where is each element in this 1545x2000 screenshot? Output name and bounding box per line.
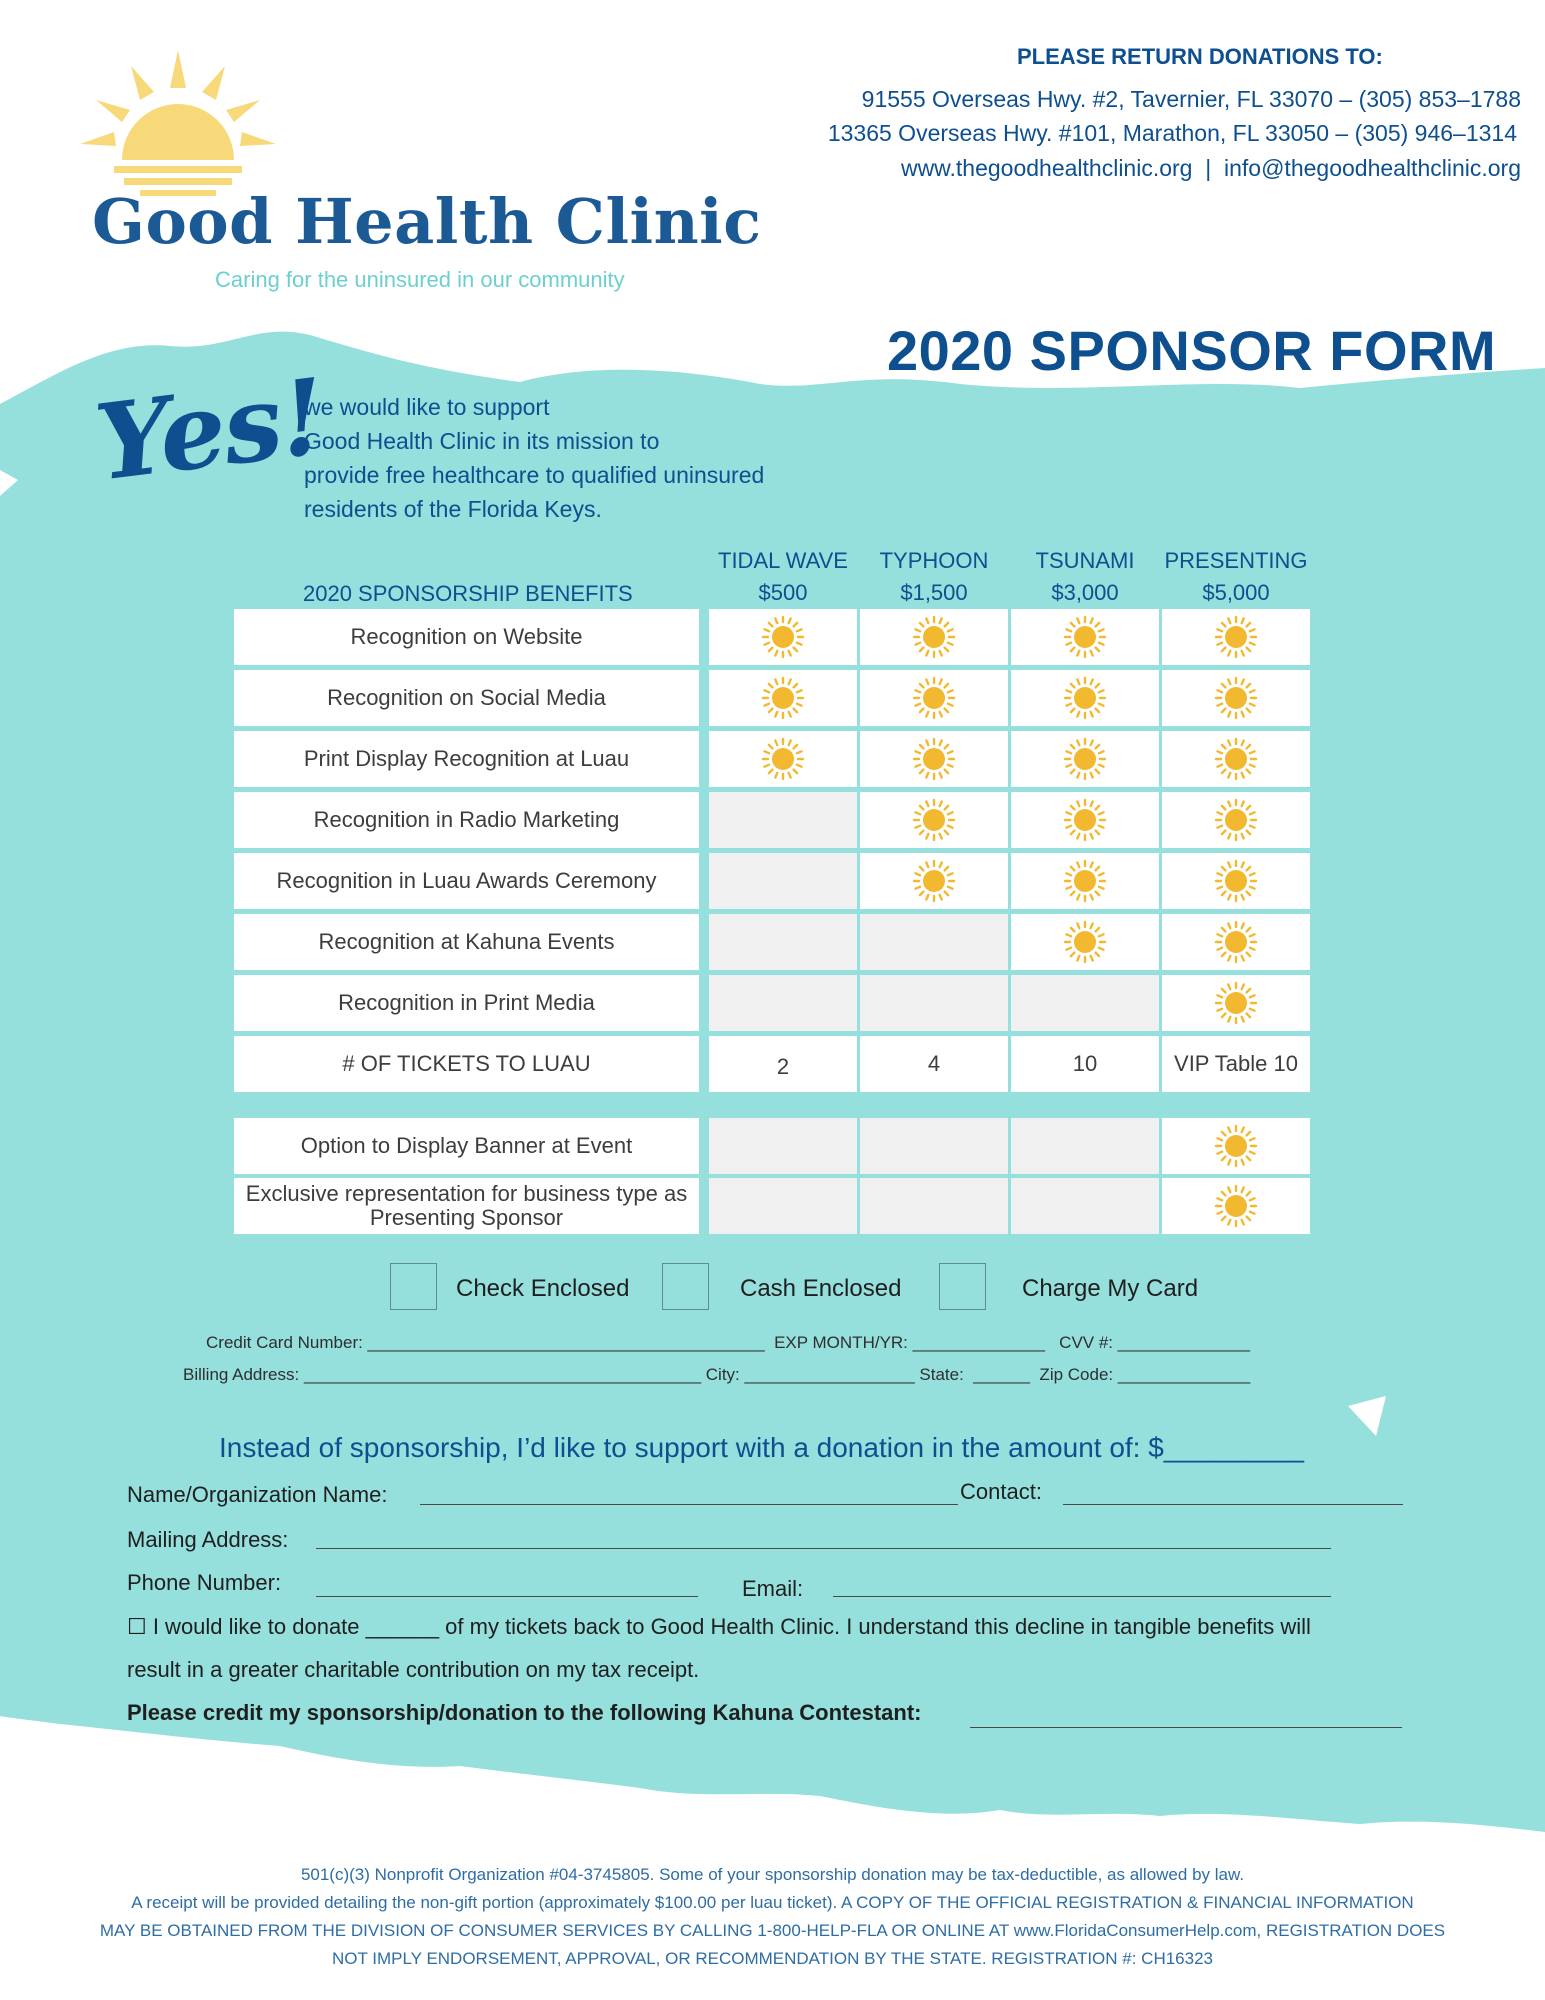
billing-address-line[interactable]: Billing Address: __________________________________________ City: __________________ State: ______ Zip Code: ______________ [183, 1365, 1251, 1384]
footer-line: 501(c)(3) Nonprofit Organization #04-3745805. Some of your sponsorship donation may be tax-deductible, as allowed by law. [300, 1865, 1245, 1884]
benefit-label: Option to Display Banner at Event [300, 1133, 633, 1158]
empty-cell [709, 792, 857, 848]
sun-check-cell [1162, 914, 1310, 970]
benefit-row-label [234, 1118, 699, 1174]
sun-icon [1063, 676, 1107, 720]
empty-cell [709, 975, 857, 1031]
sun-icon [1214, 981, 1258, 1025]
tickets-row-label [234, 1036, 699, 1092]
benefit-label: Recognition in Luau Awards Ceremony [276, 868, 657, 893]
sun-check-cell [1162, 731, 1310, 787]
name-org-field[interactable] [420, 1504, 958, 1505]
sun-icon [1063, 859, 1107, 903]
benefit-row-label [234, 670, 699, 726]
sun-icon [1214, 737, 1258, 781]
tier-price: $3,000 [1051, 580, 1119, 605]
cash-enclosed-checkbox[interactable] [662, 1263, 709, 1310]
sun-check-cell [1011, 914, 1159, 970]
address-marathon: 13365 Overseas Hwy. #101, Marathon, FL 33050 – (305) 946–1314 [827, 120, 1517, 146]
tier-name: TSUNAMI [1035, 548, 1135, 573]
sun-icon [761, 676, 805, 720]
kahuna-contestant-label: Please credit my sponsorship/donation to the following Kahuna Contestant: [127, 1700, 922, 1725]
sun-check-cell [1162, 1178, 1310, 1234]
sun-icon [912, 615, 956, 659]
charge-card-checkbox[interactable] [939, 1263, 986, 1310]
sun-icon [1214, 859, 1258, 903]
sun-icon [1214, 1124, 1258, 1168]
benefit-label: # OF TICKETS TO LUAU [342, 1051, 591, 1076]
sun-check-cell [1011, 731, 1159, 787]
credit-card-line[interactable]: Credit Card Number: __________________________________________ EXP MONTH/YR: ______________ CVV #: ______________ [206, 1333, 1251, 1352]
intro-line: we would like to support [304, 394, 550, 420]
web-email-line: www.thegoodhealthclinic.org | info@thegoodhealthclinic.org [900, 155, 1521, 181]
empty-cell [860, 1118, 1008, 1174]
sun-icon [912, 859, 956, 903]
empty-cell [709, 853, 857, 909]
tier-price: $1,500 [900, 580, 968, 605]
sun-icon [1214, 615, 1258, 659]
org-tagline: Caring for the uninsured in our community [215, 267, 625, 292]
benefit-row-label [234, 914, 699, 970]
email-field[interactable] [833, 1596, 1331, 1597]
sun-icon [1214, 798, 1258, 842]
ticket-count: VIP Table 10 [1174, 1051, 1298, 1076]
tier-price: $5,000 [1202, 580, 1270, 605]
sun-check-cell [1011, 792, 1159, 848]
return-heading: PLEASE RETURN DONATIONS TO: [1017, 44, 1383, 69]
sun-icon [912, 798, 956, 842]
sun-check-cell [1162, 670, 1310, 726]
sun-check-cell [709, 670, 857, 726]
phone-label: Phone Number: [127, 1570, 282, 1595]
empty-cell [1011, 1118, 1159, 1174]
sun-check-cell [1162, 975, 1310, 1031]
tier-tsunami [1011, 545, 1159, 609]
benefit-row-label [234, 853, 699, 909]
donate-tickets-line[interactable]: ☐ I would like to donate ______ of my tickets back to Good Health Clinic. I understand this decline in tangible benefits will [127, 1614, 1311, 1639]
mailing-address-field[interactable] [316, 1548, 1331, 1549]
ticket-count: 10 [1072, 1051, 1098, 1076]
sun-icon [1214, 920, 1258, 964]
empty-cell [860, 914, 1008, 970]
sun-check-cell [709, 609, 857, 665]
benefit-label: Recognition at Kahuna Events [318, 929, 615, 954]
sun-icon [761, 737, 805, 781]
sun-check-cell [860, 853, 1008, 909]
sun-check-cell [1011, 670, 1159, 726]
sun-check-cell [1162, 1118, 1310, 1174]
sun-check-cell [860, 609, 1008, 665]
ticket-count-cell [1162, 1036, 1310, 1092]
ticket-count-cell [1011, 1036, 1159, 1092]
phone-field[interactable] [316, 1596, 698, 1597]
donate-tickets-line-cont: result in a greater charitable contribution on my tax receipt. [127, 1657, 700, 1682]
ticket-count-cell [709, 1036, 857, 1092]
sun-check-cell [860, 792, 1008, 848]
intro-line: Good Health Clinic in its mission to [304, 428, 660, 454]
benefit-label: Exclusive representation for business type as Presenting Sponsor [245, 1181, 688, 1230]
benefit-row-label [234, 731, 699, 787]
cash-enclosed-label: Cash Enclosed [740, 1275, 902, 1302]
tier-name: TYPHOON [879, 548, 989, 573]
sun-check-cell [1162, 792, 1310, 848]
empty-cell [860, 975, 1008, 1031]
empty-cell [1011, 1178, 1159, 1234]
email-label: Email: [742, 1576, 804, 1601]
charge-card-label: Charge My Card [1022, 1275, 1199, 1302]
sun-icon [1063, 615, 1107, 659]
benefits-heading: 2020 SPONSORSHIP BENEFITS [303, 581, 633, 606]
yes-heading: Yes! [89, 354, 331, 505]
sun-icon [1063, 920, 1107, 964]
intro-line: provide free healthcare to qualified uninsured [304, 462, 765, 488]
tier-tidal-wave [709, 545, 857, 609]
form-title: 2020 SPONSOR FORM [887, 319, 1497, 382]
sun-icon [1214, 1184, 1258, 1228]
sun-icon [912, 676, 956, 720]
benefit-label: Recognition in Radio Marketing [313, 807, 620, 832]
benefit-label: Recognition on Social Media [327, 685, 606, 710]
contact-field[interactable] [1063, 1504, 1403, 1505]
intro-text [304, 390, 764, 526]
check-enclosed-checkbox[interactable] [390, 1263, 437, 1310]
benefit-row-label [234, 792, 699, 848]
benefit-row-label [234, 975, 699, 1031]
footer-line: MAY BE OBTAINED FROM THE DIVISION OF CONSUMER SERVICES BY CALLING 1-800-HELP-FLA OR ONLINE AT www.FloridaConsumerHelp.com, REGISTRATION DOES [99, 1921, 1446, 1940]
sun-icon [1063, 737, 1107, 781]
sun-icon [1214, 676, 1258, 720]
sun-icon [761, 615, 805, 659]
footer-disclaimer [0, 1861, 1545, 1973]
ticket-count: 2 [776, 1054, 790, 1079]
tier-typhoon [860, 545, 1008, 609]
tier-name: PRESENTING [1164, 548, 1308, 573]
name-org-label: Name/Organization Name: [127, 1482, 388, 1507]
sun-check-cell [709, 731, 857, 787]
benefit-label: Recognition in Print Media [338, 990, 595, 1015]
sun-logo-icon [78, 48, 278, 198]
footer-line: A receipt will be provided detailing the non-gift portion (approximately $100.00 per luau ticket). A COPY OF THE OFFICIAL REGISTRATION & FINANCIAL INFORMATION [131, 1893, 1414, 1912]
ticket-count: 4 [927, 1051, 941, 1076]
sun-check-cell [1011, 853, 1159, 909]
benefit-row-label [234, 609, 699, 665]
benefit-row-label [234, 1178, 699, 1234]
donation-amount-line[interactable]: Instead of sponsorship, I’d like to support with a donation in the amount of: $_________ [219, 1432, 1304, 1463]
check-enclosed-label: Check Enclosed [456, 1275, 630, 1302]
ticket-count-cell [860, 1036, 1008, 1092]
mailing-address-label: Mailing Address: [127, 1527, 289, 1552]
benefit-label: Recognition on Website [350, 624, 583, 649]
tier-presenting [1162, 545, 1310, 609]
address-tavernier: 91555 Overseas Hwy. #2, Tavernier, FL 33070 – (305) 853–1788 [861, 86, 1521, 112]
sun-check-cell [1162, 609, 1310, 665]
org-name: Good Health Clinic [92, 185, 762, 258]
sun-check-cell [1162, 853, 1310, 909]
empty-cell [1011, 975, 1159, 1031]
empty-cell [709, 1118, 857, 1174]
empty-cell [860, 1178, 1008, 1234]
kahuna-contestant-field[interactable] [970, 1727, 1402, 1728]
sun-check-cell [860, 670, 1008, 726]
sun-check-cell [1011, 609, 1159, 665]
empty-cell [709, 914, 857, 970]
footer-line: NOT IMPLY ENDORSEMENT, APPROVAL, OR RECOMMENDATION BY THE STATE. REGISTRATION #: CH16323 [331, 1949, 1214, 1968]
sun-check-cell [860, 731, 1008, 787]
empty-cell [709, 1178, 857, 1234]
sun-icon [1063, 798, 1107, 842]
tier-name: TIDAL WAVE [718, 548, 848, 573]
tier-price: $500 [758, 580, 808, 605]
intro-line: residents of the Florida Keys. [304, 496, 602, 522]
benefit-label: Print Display Recognition at Luau [303, 746, 630, 771]
sun-icon [912, 737, 956, 781]
contact-label: Contact: [960, 1479, 1042, 1504]
